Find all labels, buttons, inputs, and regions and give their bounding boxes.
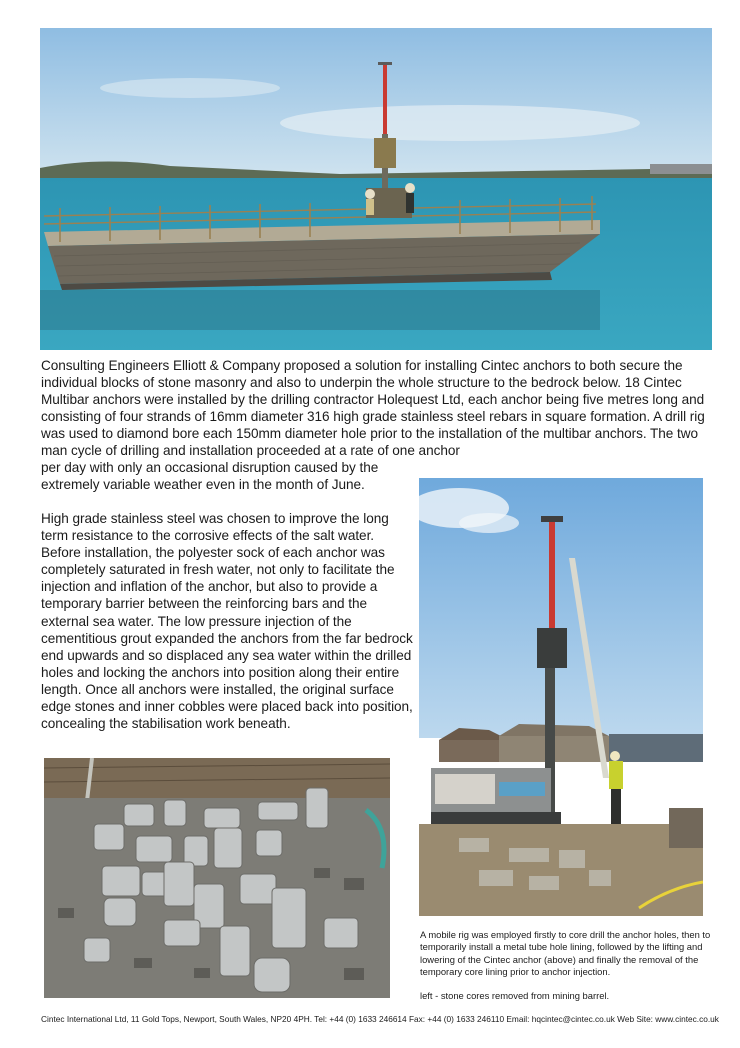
company-footer: Cintec International Ltd, 11 Gold Tops, Newport, South Wales, NP20 4PH. Tel: +44 (0) 1633 246614 Fax: +44 (0) 1633 246110 Email: hqcintec@cintec.co.uk Web Site: www.cintec.co.uk [41,1014,719,1024]
mobile-rig-photo [419,478,703,916]
pier-drilling-photo [40,28,712,350]
rig-photo-caption: A mobile rig was employed firstly to core drill the anchor holes, then to temporarily install a metal tube hole lining, followed by the lifting and lowering of the Cintec anchor (above) and finally the removal of the temporary core lining prior to anchor injection. [420,929,711,978]
intro-paragraph-continued: per day with only an occasional disruption caused by the extremely variable weather even in the month of June. [41,460,379,493]
cores-photo-caption: left - stone cores removed from mining barrel. [420,990,610,1001]
stone-cores-photo [44,758,390,998]
stainless-steel-paragraph: High grade stainless steel was chosen to improve the long term resistance to the corrosive effects of the salt water. Before installation, the polyester sock of each anchor was completely saturated in fresh water, not only to facilitate the injection and inflation of the anchor, but also to provide a temporary barrier between the reinforcing bars and the external sea water. The low pressure injection of the cementitious grout expanded the anchors from the far bedrock end upwards and so displaced any sea water within the drilled holes and locking the anchors into position along their entire length. Once all anchors were installed, the original surface edge stones and inner cobbles were placed back into position, concealing the stabilisation work beneath. [41,511,413,732]
intro-paragraph: Consulting Engineers Elliott & Company proposed a solution for installing Cintec anchors to both secure the individual blocks of stone masonry and also to underpin the whole structure to the bedrock below. 18 Cintec Multibar anchors were installed by the drilling contractor Holequest Ltd, each anchor being five metres long and consisting of four strands of 16mm diameter 316 high grade stainless steel rebars in square formation. A drill rig was used to diamond bore each 150mm diameter hole prior to the installation of the multibar anchors. The two man cycle of drilling and installation proceeded at a rate of one anchor [41,358,705,459]
